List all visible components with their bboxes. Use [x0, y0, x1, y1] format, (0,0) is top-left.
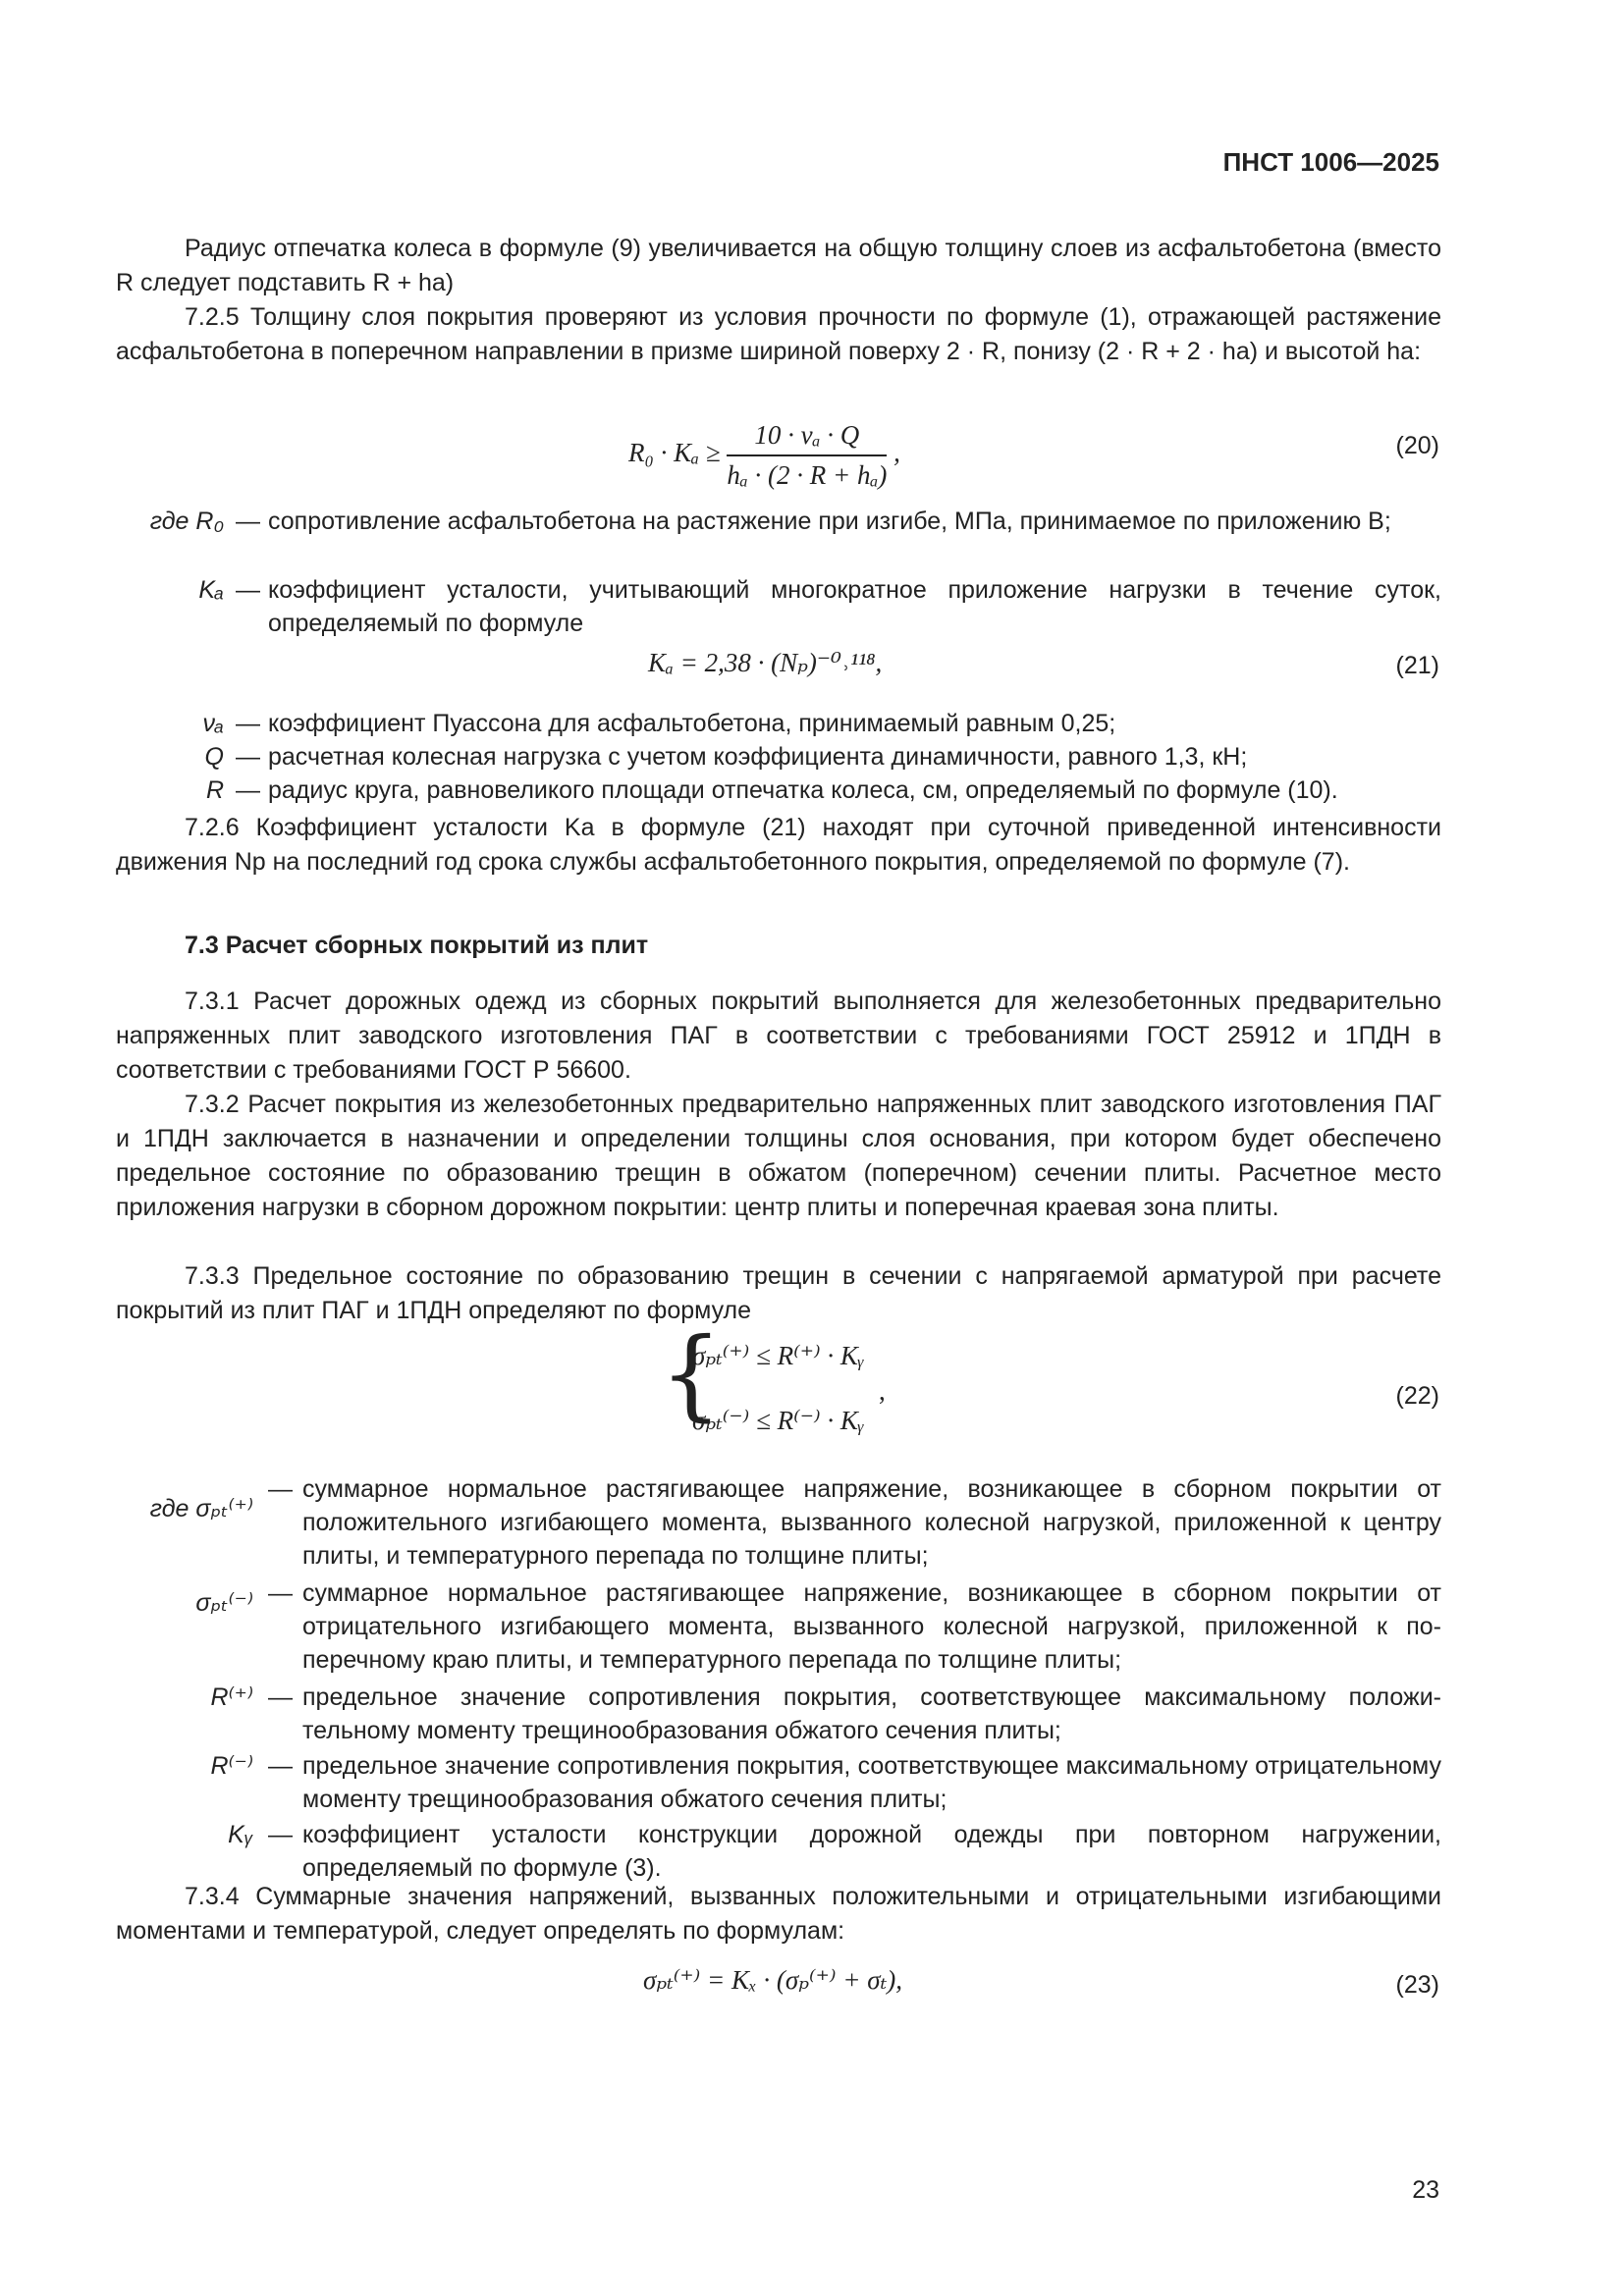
paragraph-7-3-4: 7.3.4 Суммарные значения напряжений, вызванных положительными и отрицательными изгибающими моментами и температурой, следует определять по формулам:: [116, 1883, 1441, 1945]
legend-text: коэффициент усталости конструкции дорожной одежды при повторном нагружении, определяемый по формуле (3).: [302, 1821, 1441, 1882]
paragraph-wheel-radius: Радиус отпечатка колеса в формуле (9) увеличивается на общую толщину слоев из асфальтобетона (вместо R следует подставить R + ha): [116, 235, 1441, 296]
legend-symbol: R⁽⁻⁾: [210, 1752, 253, 1780]
legend-text: суммарное нормальное растягивающее напряжение, возникающее в сборном покрытии от положительного изгибающего момента, вызванного колесной нагрузкой, приложенной к центру плиты, и температурного перепада по толщине плиты;: [302, 1475, 1441, 1570]
section-heading-7-3: 7.3 Расчет сборных покрытий из плит: [185, 932, 649, 959]
paragraph-7-3-3: 7.3.3 Предельное состояние по образованию трещин в сечении с напрягаемой арматурой при расчете покрытий из плит ПАГ и 1ПДН определяют по формуле: [116, 1262, 1441, 1324]
formula-23: σₚₜ⁽⁺⁾ = Kₓ · (σₚ⁽⁺⁾ + σₜ),: [643, 1965, 902, 1995]
legend-item-sigma-plus: [116, 1472, 1441, 1575]
legend-text: [248, 573, 1441, 640]
page-number: 23: [1412, 2176, 1439, 2204]
legend-text: радиус круга, равновеликого площади отпечатка колеса, см, определяемый по формуле (10).: [268, 776, 1338, 804]
legend-dash: —: [236, 507, 260, 535]
legend-text: предельное значение сопротивления покрытия, соответствующее максимальному положительному моменту трещинообразования обжатого сечения плиты;: [302, 1683, 1441, 1744]
legend-symbol: где R₀: [149, 507, 224, 535]
legend-text: [248, 505, 1441, 538]
legend-item-r0: [116, 505, 1441, 573]
paragraph-7-2-5: 7.2.5 Толщину слоя покрытия проверяют из условия прочности по формуле (1), отражающей растяжение асфальтобетона в поперечном направлении в призме шириной поверху 2 · R, понизу (2 · R + 2 · ha) и высотой ha:: [116, 303, 1441, 365]
legend-symbol: где σₚₜ⁽⁺⁾: [149, 1495, 253, 1522]
formula-22-line-1: σₚₜ⁽⁺⁾ ≤ R⁽⁺⁾ · Kᵧ: [692, 1341, 865, 1370]
legend-item-ky: [116, 1818, 1441, 1885]
legend-text-content: сопротивление асфальтобетона на растяжение при изгибе, МПа, принимаемое по приложению В;: [268, 507, 1391, 535]
legend-item-nu: [116, 707, 1441, 740]
legend-dash: —: [236, 576, 260, 604]
formula-21: Kₐ = 2,38 · (Nₚ)⁻⁰˒¹¹⁸,: [648, 648, 883, 677]
legend-item-r-plus: [116, 1681, 1441, 1747]
formula-22-tail: ,: [879, 1376, 886, 1406]
legend-symbol: Q: [204, 743, 224, 771]
legend-text: расчетная колесная нагрузка с учетом коэффициента динамичности, равного 1,3, кН;: [268, 743, 1248, 771]
formula-20-left: R₀ · Kₐ ≥: [628, 438, 721, 468]
paragraph-7-3-1: 7.3.1 Расчет дорожных одежд из сборных покрытий выполняется для железобетонных предварительно напряженных плит заводского изготовления ПАГ в соответствии с требованиями ГОСТ 25912 и 1ПДН в соответствии с требованиями ГОСТ Р 56600.: [116, 988, 1441, 1084]
formula-21-number: (21): [1395, 652, 1439, 679]
paragraph-7-2-6: 7.2.6 Коэффициент усталости Ka в формуле (21) находят при суточной приведенной интенсивности движения Np на последний год срока службы асфальтобетонного покрытия, определяемой по формуле (7).: [116, 814, 1441, 876]
formula-20-tail: ,: [893, 438, 900, 468]
formula-20-fraction: [727, 420, 887, 491]
legend-item-ka: [116, 573, 1441, 642]
formula-22-number: (22): [1395, 1382, 1439, 1410]
legend-dash: —: [268, 1579, 293, 1607]
formula-23-number: (23): [1395, 1971, 1439, 1999]
formula-22-brace: {: [660, 1316, 723, 1431]
legend-formula-20: [116, 505, 1441, 637]
paragraph-7-3-2: 7.3.2 Расчет покрытия из железобетонных предварительно напряженных плит заводского изготовления ПАГ и 1ПДН заключается в назначении и определении толщины слоя основания, при котором будет обеспечено предельное состояние по образованию трещин в обжатом (поперечном) сечении плиты. Расчетное место приложения нагрузки в сборном дорожном покрытии: центр плиты и поперечная краевая зона плиты.: [116, 1091, 1441, 1221]
legend-item-r: [116, 774, 1441, 807]
legend-text: суммарное нормальное растягивающее напряжение, возникающее в сборном покрытии от отрицательного изгибающего момента, вызванного колесной нагрузкой, приложенной к поперечному краю плиты, и температурного перепада по толщине плиты;: [302, 1579, 1441, 1674]
legend-symbol: Kₐ: [198, 576, 224, 604]
legend-item-sigma-minus: [116, 1576, 1441, 1679]
standard-number: ПНСТ 1006—2025: [1222, 147, 1439, 177]
legend-formula-22: [116, 1472, 1441, 1882]
legend-symbol: Kᵧ: [228, 1821, 253, 1848]
legend-dash: —: [236, 743, 260, 771]
legend-symbol: R⁽⁺⁾: [210, 1683, 253, 1711]
legend-dash: —: [268, 1683, 293, 1711]
formula-20-numerator: 10 · νₐ · Q: [727, 420, 887, 456]
legend-symbol: νₐ: [202, 710, 224, 737]
legend-dash: —: [268, 1752, 293, 1780]
legend-text: коэффициент Пуассона для асфальтобетона, принимаемый равным 0,25;: [268, 710, 1116, 737]
legend-formula-21: [116, 707, 1441, 815]
legend-dash: —: [236, 776, 260, 804]
legend-symbol: σₚₜ⁽⁻⁾: [195, 1589, 253, 1617]
legend-dash: —: [268, 1475, 293, 1503]
formula-20: [628, 420, 900, 491]
formula-20-number: (20): [1395, 432, 1439, 459]
legend-text-content: коэффициент усталости, учитывающий многократное приложение нагрузки в течение суток, определяемый по формуле: [268, 576, 1441, 637]
legend-symbol: R: [205, 776, 224, 804]
legend-dash: —: [236, 710, 260, 737]
legend-item-r-minus: [116, 1749, 1441, 1816]
legend-item-q: [116, 740, 1441, 774]
legend-dash: —: [268, 1821, 293, 1848]
formula-22-line-2: σₚₜ⁽⁻⁾ ≤ R⁽⁻⁾ · Kᵧ: [692, 1406, 865, 1435]
legend-text: предельное значение сопротивления покрытия, соответствующее максимальному отрицательному моменту трещинообразования обжатого сечения плиты;: [302, 1752, 1441, 1813]
formula-20-denominator: hₐ · (2 · R + hₐ): [727, 460, 888, 490]
